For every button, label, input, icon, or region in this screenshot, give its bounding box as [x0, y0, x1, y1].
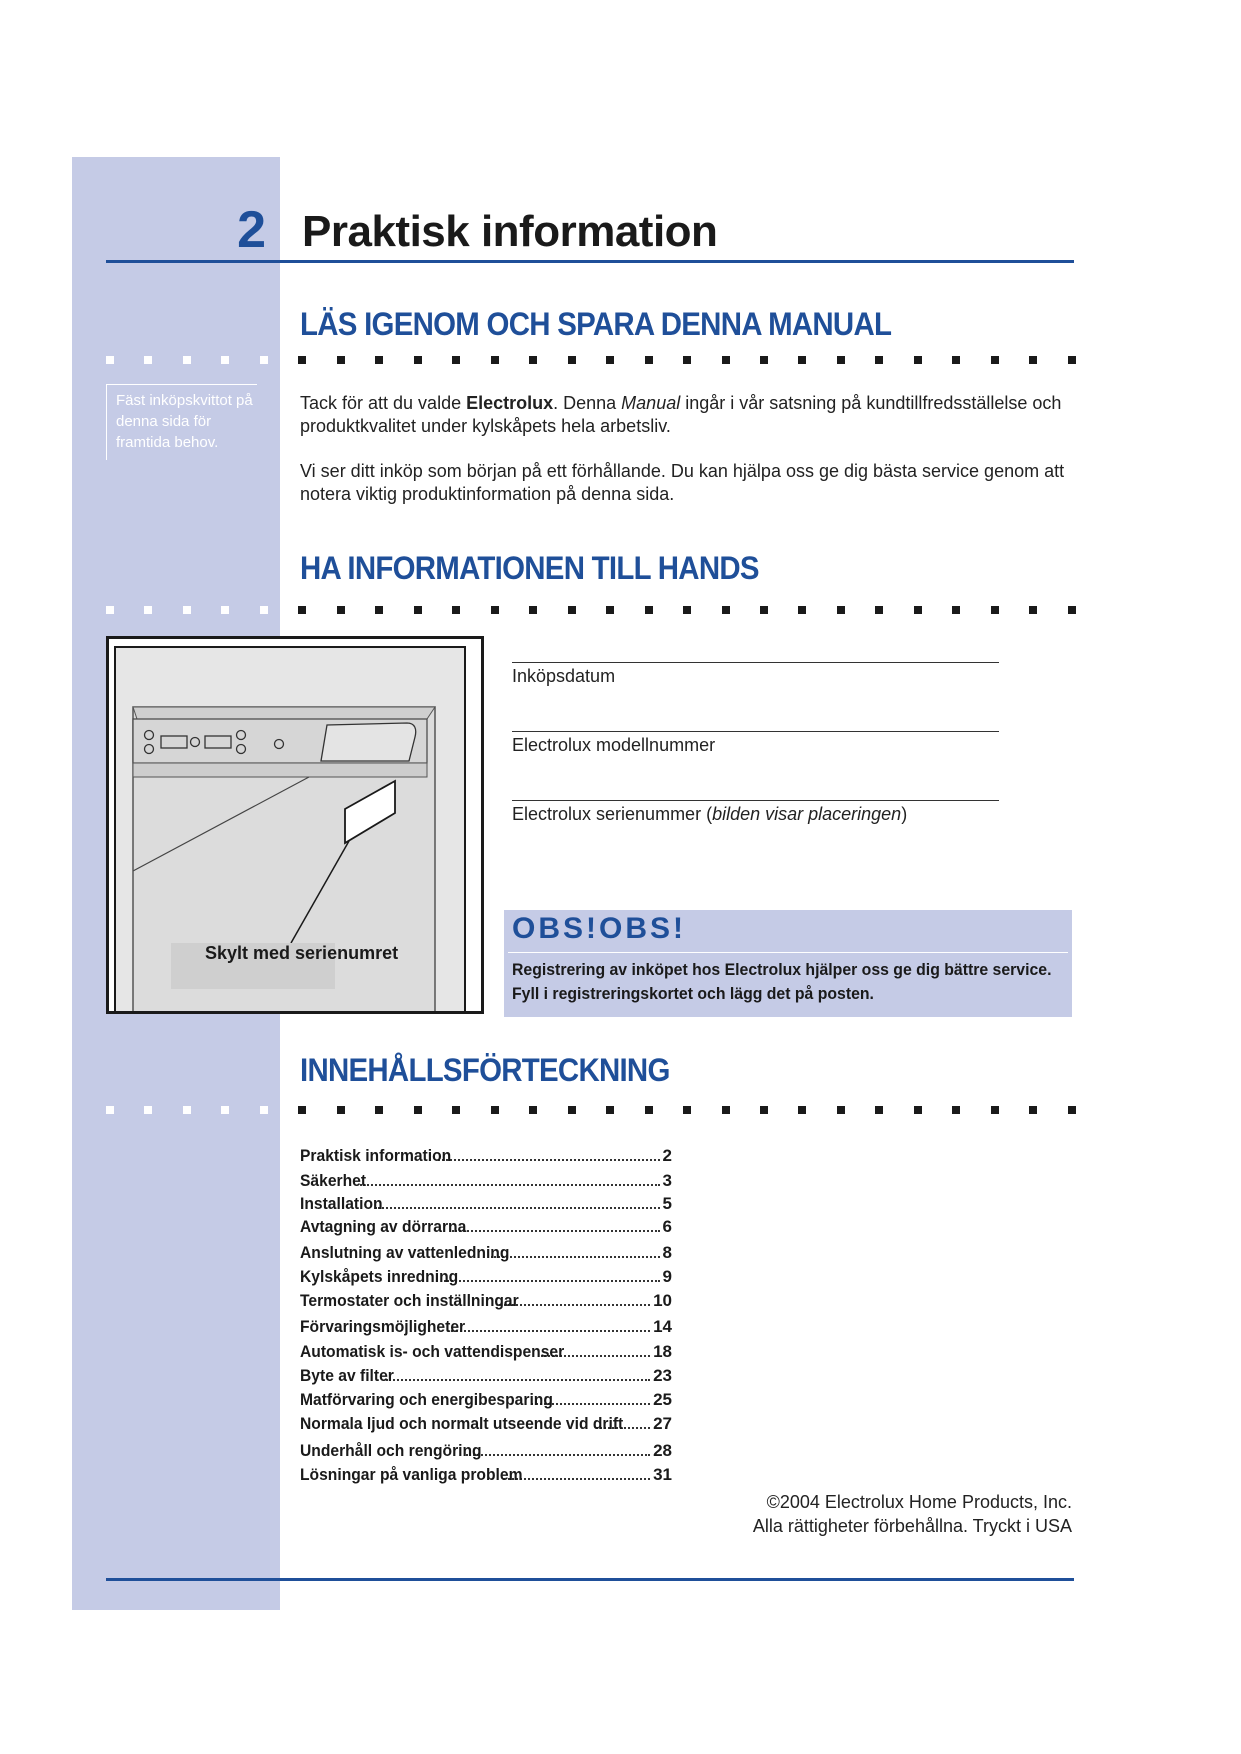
toc-entry-page: 23: [653, 1366, 672, 1385]
toc-entry-page: 28: [653, 1441, 672, 1460]
toc-entry-title: Matförvaring och energibesparing: [300, 1390, 553, 1409]
serial-number-line: [512, 800, 999, 801]
serial-plate-caption: Skylt med serienumret: [205, 943, 399, 963]
chapter-number: 2: [237, 201, 266, 259]
toc-entry-title: Förvaringsmöjligheter: [300, 1317, 466, 1336]
toc-leader-dots: [499, 1304, 650, 1306]
toc-entry-page: 3: [662, 1171, 672, 1190]
toc-entry: [300, 1390, 672, 1414]
toc-entry: [300, 1366, 672, 1390]
toc-entry-title: Termostater och inställningar: [300, 1291, 519, 1310]
toc-entry: [300, 1291, 672, 1315]
toc-entry-page: 5: [662, 1194, 672, 1213]
toc-entry-page: 10: [653, 1291, 672, 1310]
brand-name: Electrolux: [466, 393, 554, 413]
toc-entry-title: Normala ljud och normalt utseende vid drift: [300, 1414, 624, 1433]
receipt-note: Fäst inköpskvittot på denna sida för framtida behov.: [116, 392, 253, 451]
toc-entry-title: Installation: [300, 1194, 383, 1213]
toc-entry: [300, 1465, 672, 1489]
toc-entry-page: 2: [662, 1146, 672, 1165]
notice-rule: [508, 952, 1068, 953]
toc-entry-page: 18: [653, 1342, 672, 1361]
toc-leader-dots: [491, 1256, 660, 1258]
toc-entry-page: 8: [662, 1243, 672, 1262]
toc-leader-dots: [360, 1184, 659, 1186]
toc-entry: [300, 1243, 672, 1267]
toc-entry-page: 6: [662, 1217, 672, 1236]
notice-text: Registrering av inköpet hos Electrolux hjälper oss ge dig bättre service. Fyll i registreringskortet och lägg det på posten.: [512, 960, 1052, 1003]
toc-leader-dots: [466, 1454, 650, 1456]
toc-entry-page: 31: [653, 1465, 672, 1484]
toc-entry-title: Lösningar på vanliga problem: [300, 1465, 523, 1484]
toc-leader-dots: [375, 1207, 659, 1209]
toc-entry-page: 27: [653, 1414, 672, 1433]
relationship-paragraph: Vi ser ditt inköp som början på ett förhållande. Du kan hjälpa oss ge dig bästa service genom att notera viktig produktinformation på denna sida.: [300, 461, 1065, 504]
toc-entry-page: 9: [662, 1267, 672, 1286]
toc-entry-title: Anslutning av vattenledning: [300, 1243, 510, 1262]
section-heading-toc: INNEHÅLLSFÖRTECKNING: [300, 1052, 670, 1088]
toc-entry: [300, 1146, 672, 1170]
toc-entry-title: Byte av filter: [300, 1366, 394, 1385]
toc-entry-page: 25: [653, 1390, 672, 1409]
section-heading-info: HA INFORMATIONEN TILL HANDS: [300, 550, 759, 586]
toc-entry: [300, 1317, 672, 1341]
bottom-rule: [106, 1578, 1074, 1581]
toc-leader-dots: [503, 1478, 650, 1480]
toc-entry: [300, 1267, 672, 1291]
toc-leader-dots: [444, 1280, 659, 1282]
toc-entry-page: 14: [653, 1317, 672, 1336]
toc-entry-title: Underhåll och rengöring: [300, 1441, 482, 1460]
dotted-divider: [106, 356, 1076, 366]
toc-entry-title: Kylskåpets inredning: [300, 1267, 459, 1286]
toc-entry: [300, 1441, 672, 1465]
page-title: Praktisk information: [302, 207, 718, 256]
toc-entry-title: Automatisk is- och vattendispenser: [300, 1342, 565, 1361]
refrigerator-illustration: [106, 636, 484, 1014]
copyright: ©2004 Electrolux Home Products, Inc. Alla rättigheter förbehållna. Tryckt i USA: [752, 1492, 1072, 1536]
toc-entry: [300, 1194, 672, 1218]
dotted-divider: [106, 1106, 1076, 1116]
section-heading-read-manual: LÄS IGENOM OCH SPARA DENNA MANUAL: [300, 306, 892, 342]
model-number-line: [512, 731, 999, 732]
dotted-divider: [106, 606, 1076, 616]
toc-leader-dots: [438, 1159, 659, 1161]
toc-entry: [300, 1342, 672, 1366]
purchase-date-line: [512, 662, 999, 663]
toc-leader-dots: [452, 1230, 660, 1232]
toc-leader-dots: [386, 1379, 650, 1381]
top-rule: [106, 260, 1074, 263]
toc-entry-title: Avtagning av dörrarna: [300, 1217, 467, 1236]
model-number-label: Electrolux modellnummer: [512, 735, 716, 755]
purchase-date-label: Inköpsdatum: [512, 666, 616, 686]
intro-paragraph: Tack för att du valde Electrolux. Denna Manual ingår i vår satsning på kundtillfredsställelse och produktkvalitet under kylskåpets hela arbetsliv.: [300, 393, 1062, 436]
notice-title: OBS!OBS!: [512, 912, 686, 945]
toc-entry: [300, 1217, 672, 1241]
toc-entry: [300, 1171, 672, 1195]
toc-entry-title: Praktisk information: [300, 1146, 452, 1165]
serial-number-label: Electrolux serienummer (bilden visar placeringen): [512, 804, 908, 824]
toc-entry: [300, 1414, 672, 1438]
toc-leader-dots: [451, 1330, 650, 1332]
toc-entry-title: Säkerhet: [300, 1171, 367, 1190]
